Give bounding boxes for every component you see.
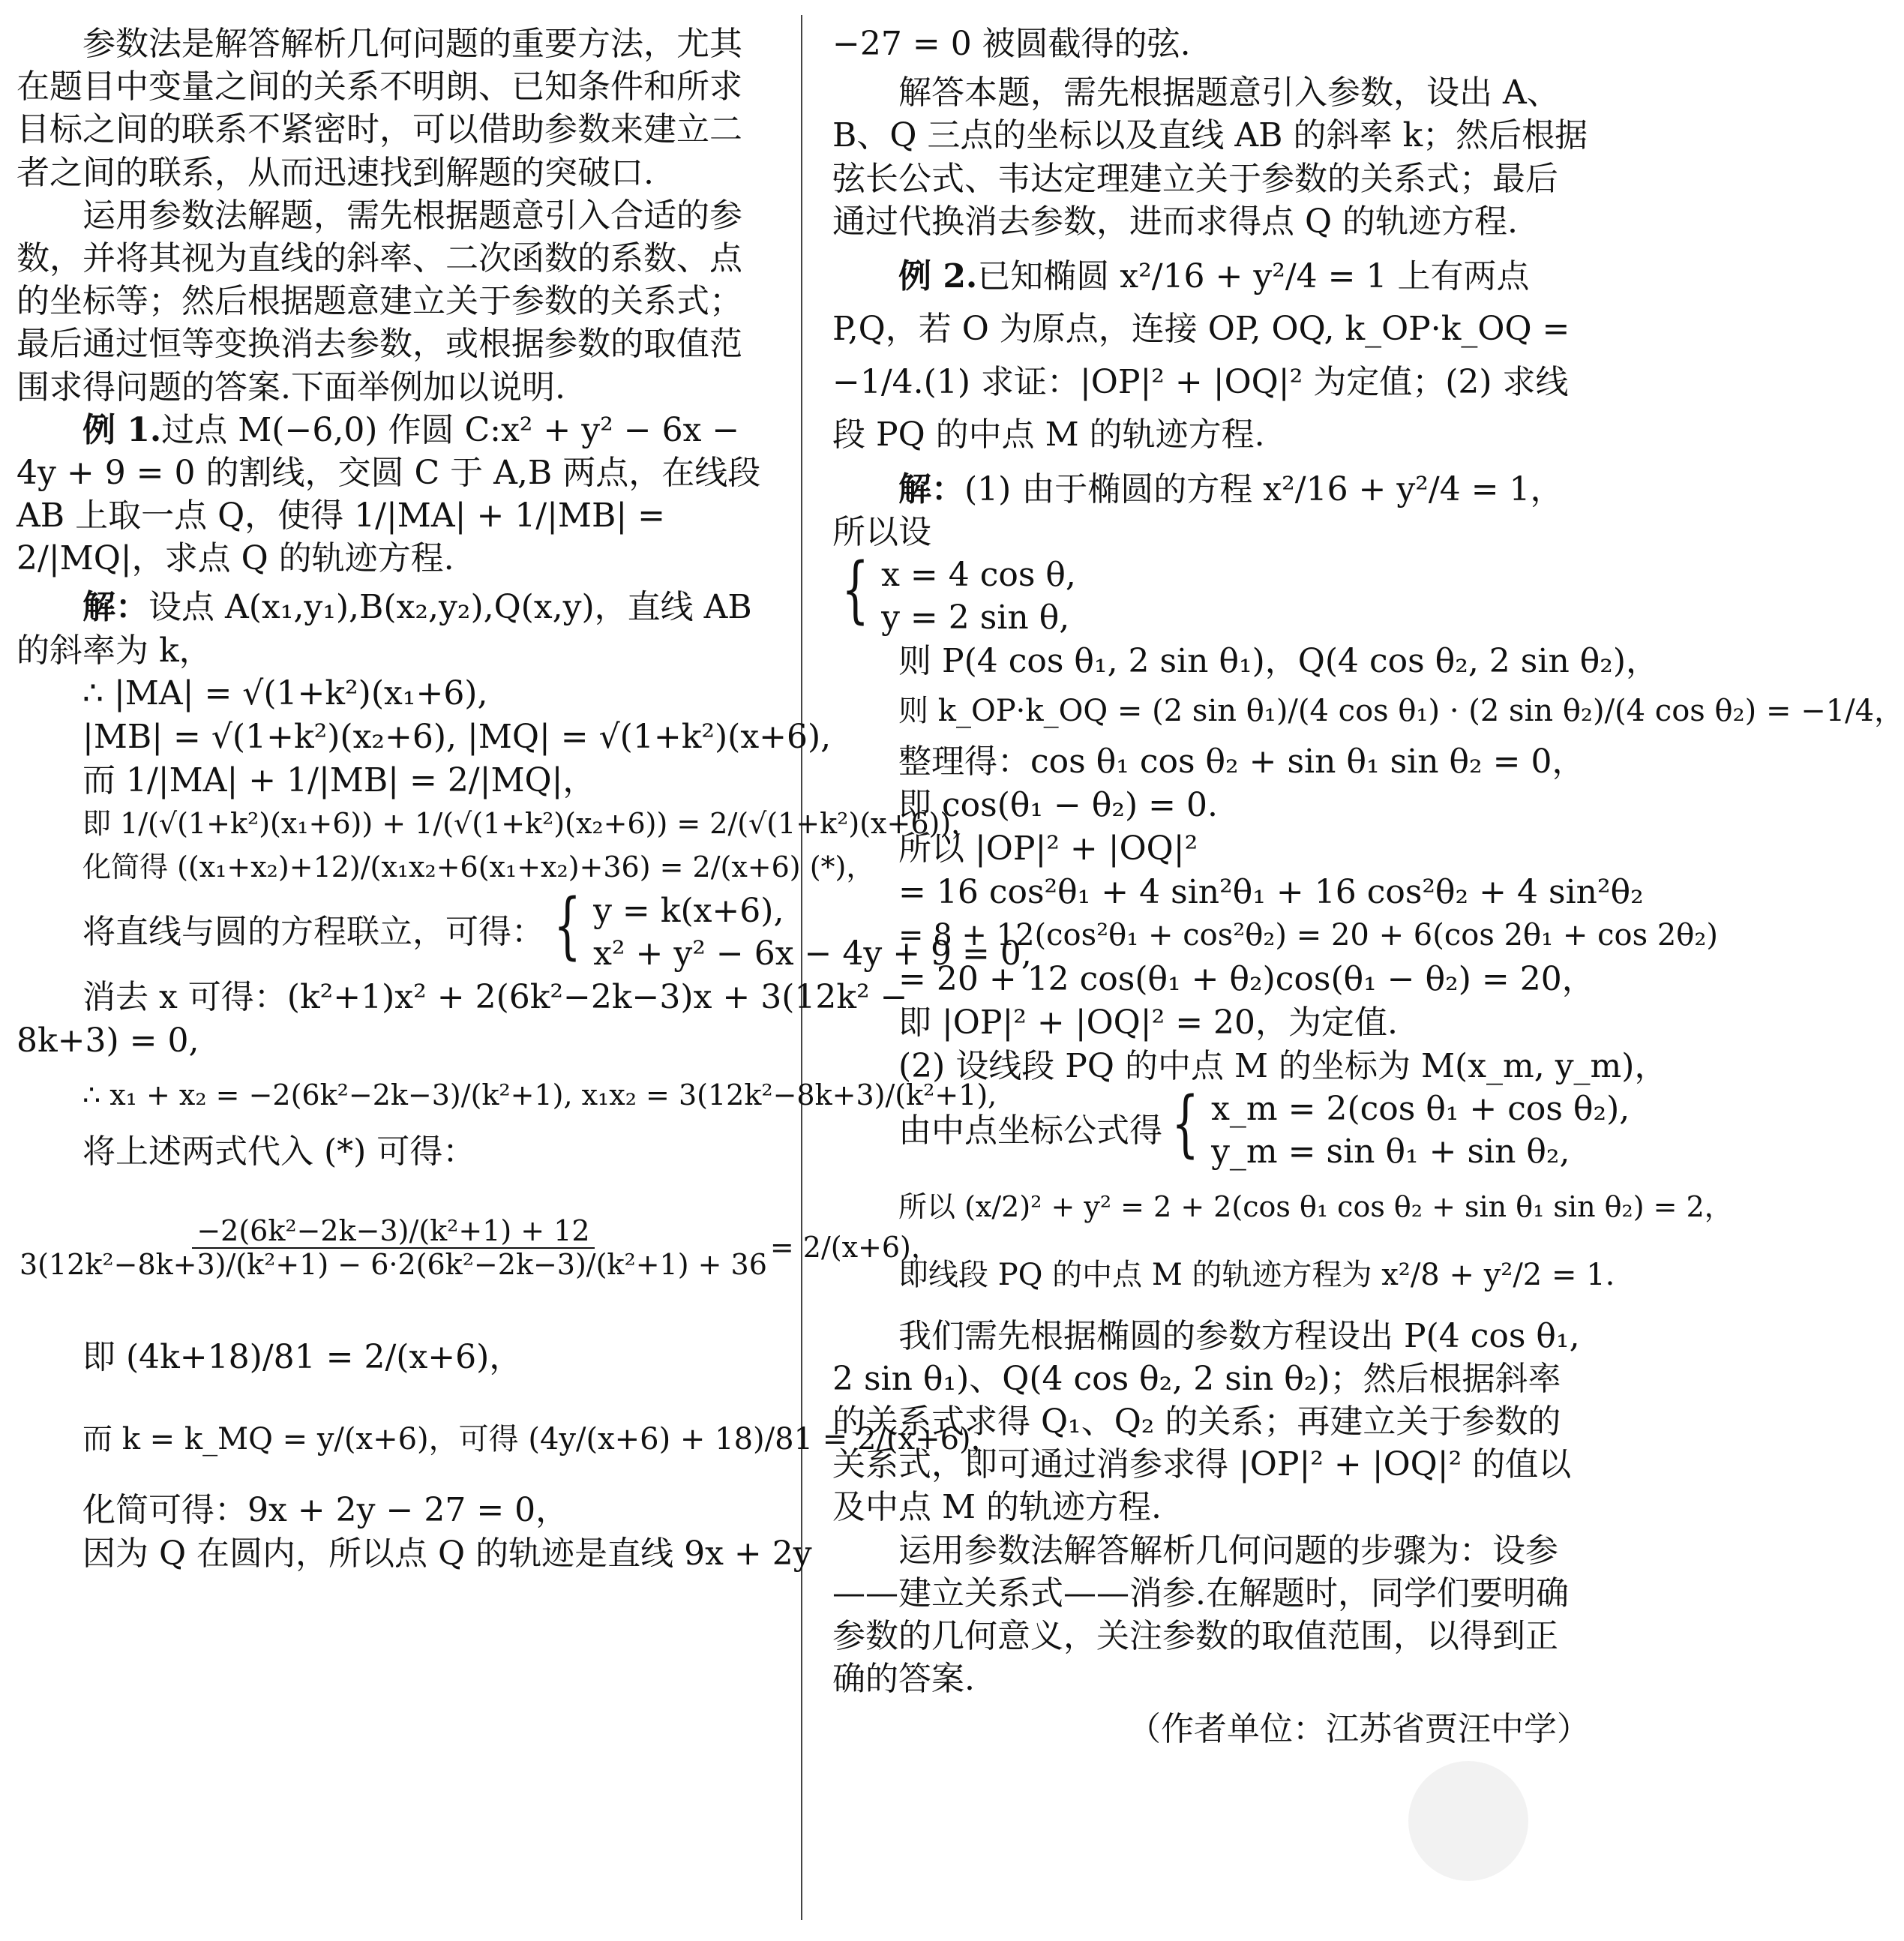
- example-1-problem: [16, 409, 774, 580]
- midpoint-brace: [1162, 1082, 1630, 1173]
- big-fraction-line: [16, 1173, 940, 1323]
- big-fraction-rhs: = 2/(x+6)，: [769, 1231, 940, 1264]
- left-brace-icon: {: [841, 547, 869, 632]
- solution-1-label: 解：: [82, 588, 148, 627]
- example-2-label: 例 2.: [898, 256, 978, 296]
- step-mb-mq: |MB| = √(1+k²)(x₂+6), |MQ| = √(1+k²)(x+6),: [82, 718, 832, 757]
- summary-paragraph: 运用参数法解答解析几何问题的步骤为：设参——建立关系式——消参.在解题时，同学们要明确参数的几何意义，关注参数的取值范围，以得到正确的答案.: [832, 1531, 1569, 1699]
- left-brace-icon: {: [553, 883, 581, 968]
- example-1-tail: ，求点 Q 的轨迹方程.: [131, 539, 454, 578]
- step-sum-squares: 所以 |OP|² + |OQ|²: [898, 829, 1198, 868]
- system-line-circle: [82, 883, 1032, 975]
- step-points: 则 P(4 cos θ₁, 2 sin θ₁)，Q(4 cos θ₂, 2 sin θ₂)，: [898, 641, 1660, 680]
- step-expand-2: = 8 + 12(cos²θ₁ + cos²θ₂) = 20 + 6(cos 2θ₁ + cos 2θ₂): [898, 918, 1718, 953]
- step-substitute-label: 将上述两式代入 (*) 可得：: [82, 1132, 476, 1171]
- step-midpoint-def: (2) 设线段 PQ 的中点 M 的坐标为 M(x_m, y_m)，: [898, 1046, 1668, 1085]
- author-affiliation: （作者单位：江苏省贾汪中学）: [1128, 1710, 1590, 1749]
- step-simplified-star: 化简得 ((x₁+x₂)+12)/(x₁x₂+6(x₁+x₂)+36) = 2/(x+6) (*)，: [82, 850, 875, 884]
- intro-paragraph-2: 运用参数法解题，需先根据题意引入合适的参数，并将其视为直线的斜率、二次函数的系数、点的坐标等；然后根据题意建立关于参数的关系式；最后通过恒等变换消去参数，或根据参数的取值范围求得问题的答案.下面举例加以说明.: [16, 196, 742, 406]
- step-cos-diff: 即 cos(θ₁ − θ₂) = 0.: [898, 785, 1218, 824]
- example-1-text: 过点 M(−6,0) 作圆 C:x² + y² − 6x − 4y + 9 = 0 的割线，交圆 C 于 A,B 两点，在线段 AB 上取一点 Q，使得: [16, 410, 761, 536]
- system-row-2: x² + y² − 6x − 4y + 9 = 0,: [593, 934, 1032, 973]
- solution-1-setup: 设点 A(x₁,y₁),B(x₂,y₂),Q(x,y)，直线 AB 的斜率为 k，: [16, 588, 752, 670]
- step-constant: 即 |OP|² + |OQ|² = 20，为定值.: [898, 1003, 1399, 1042]
- analysis-2: 我们需先根据椭圆的参数方程设出 P(4 cos θ₁, 2 sin θ₁)、Q(4 cos θ₂, 2 sin θ₂)；然后根据斜率的关系式求得 Q₁、Q₂ 的关系；再建立关于参数的关系式，即可通过消参求得 |OP|² + |OQ|² 的值以及中点 M 的轨迹方程.: [832, 1316, 1580, 1527]
- midpoint-row-y: y_m = sin θ₁ + sin θ₂,: [1211, 1132, 1570, 1172]
- solution-2-setup: (1) 由于椭圆的方程 x²/16 + y²/4 = 1，所以设: [832, 470, 1564, 551]
- step-expand-1: = 16 cos²θ₁ + 4 sin²θ₁ + 16 cos²θ₂ + 4 sin²θ₂: [898, 872, 1644, 911]
- step-expand-3: = 20 + 12 cos(θ₁ + θ₂)cos(θ₁ − θ₂) = 20，: [898, 959, 1595, 998]
- step-k-slope: 而 k = k_MQ = y/(x+6)，可得 (4y/(x+6) + 18)/81 = 2/(x+6)，: [82, 1422, 1001, 1457]
- step-eliminate-cont: 8k+3) = 0,: [16, 1021, 199, 1060]
- system-row-1: y = k(x+6),: [593, 891, 784, 930]
- example-1-equation: 1/|MA| + 1/|MB| = 2/|MQ|: [16, 496, 665, 578]
- big-fraction-denominator: 3(12k²−8k+3)/(k²+1) − 6·2(6k²−2k−3)/(k²+1) + 36: [19, 1248, 767, 1282]
- step-locus-equation: 即线段 PQ 的中点 M 的轨迹方程为 x²/8 + y²/2 = 1.: [898, 1257, 1615, 1292]
- step-condition: 而 1/|MA| + 1/|MB| = 2/|MQ|，: [82, 761, 596, 800]
- example-1-label: 例 1.: [82, 410, 162, 449]
- example-2-text: 已知椭圆 x²/16 + y²/4 = 1 上有两点 P,Q，若 O 为原点，连接 OP, OQ, k_OP·k_OQ = −1/4.(1) 求证：|OP|² + |OQ|² 为定值；(2) 求线段 PQ 的中点 M 的轨迹方程.: [832, 256, 1570, 454]
- step-ji: 即 (4k+18)/81 = 2/(x+6)，: [82, 1337, 523, 1376]
- step-arrange: 整理得：cos θ₁ cos θ₂ + sin θ₁ sin θ₂ = 0，: [898, 742, 1585, 781]
- big-fraction-numerator: −2(6k²−2k−3)/(k²+1) + 12: [192, 1215, 594, 1250]
- midpoint-label: 由中点坐标公式得: [898, 1111, 1162, 1150]
- big-fraction: [19, 1215, 767, 1282]
- system-label: 将直线与圆的方程联立，可得：: [82, 913, 544, 952]
- left-brace-icon: {: [1171, 1082, 1199, 1166]
- watermark-logo: [1356, 1746, 1581, 1896]
- right-column: [832, 22, 1904, 1751]
- midpoint-system: [898, 1082, 1630, 1173]
- example-2-problem: [832, 250, 1590, 462]
- step-midpoint-result: 所以 (x/2)² + y² = 2 + 2(cos θ₁ cos θ₂ + sin θ₁ sin θ₂) = 2，: [898, 1190, 1733, 1223]
- param-row-x: x = 4 cos θ,: [881, 555, 1076, 594]
- step-eliminate: 消去 x 可得：(k²+1)x² + 2(6k²−2k−3)x + 3(12k² −: [82, 977, 908, 1016]
- solution-2-label: 解：: [898, 470, 964, 508]
- param-row-y: y = 2 sin θ,: [881, 598, 1070, 638]
- step-ma: ∴ |MA| = √(1+k²)(x₁+6),: [82, 674, 488, 713]
- step-simplify-result: 化简可得：9x + 2y − 27 = 0，: [82, 1490, 569, 1529]
- solution-2-intro: [832, 468, 1590, 554]
- step-vieta: ∴ x₁ + x₂ = −2(6k²−2k−3)/(k²+1), x₁x₂ = 3(12k²−8k+3)/(k²+1),: [82, 1078, 997, 1112]
- param-brace: [832, 547, 1076, 639]
- solution-1-intro: [16, 586, 774, 671]
- intro-paragraph-1: 参数法是解答解析几何问题的重要方法，尤其在题目中变量之间的关系不明朗、已知条件和所求目标之间的联系不紧密时，可以借助参数来建立二者之间的联系，从而迅速找到解题的突破口.: [16, 25, 742, 192]
- step-slope-product: 则 k_OP·k_OQ = (2 sin θ₁)/(4 cos θ₁) · (2 sin θ₂)/(4 cos θ₂) = −1/4，: [898, 694, 1904, 729]
- param-system: [832, 547, 1590, 639]
- example-1-continuation: −27 = 0 被圆截得的弦.: [832, 25, 1191, 63]
- midpoint-row-x: x_m = 2(cos θ₁ + cos θ₂),: [1211, 1090, 1630, 1129]
- step-locus-conclusion: 因为 Q 在圆内，所以点 Q 的轨迹是直线 9x + 2y: [82, 1534, 812, 1573]
- analysis-1: 解答本题，需先根据题意引入参数，设出 A、B、Q 三点的坐标以及直线 AB 的斜率 k；然后根据弦长公式、韦达定理建立关于参数的关系式；最后通过代换消去参数，进而求得点 Q 的轨迹方程.: [832, 74, 1588, 241]
- step-substituted: 即 1/(√(1+k²)(x₁+6)) + 1/(√(1+k²)(x₂+6)) = 2/(√(1+k²)(x+6))，: [82, 807, 980, 841]
